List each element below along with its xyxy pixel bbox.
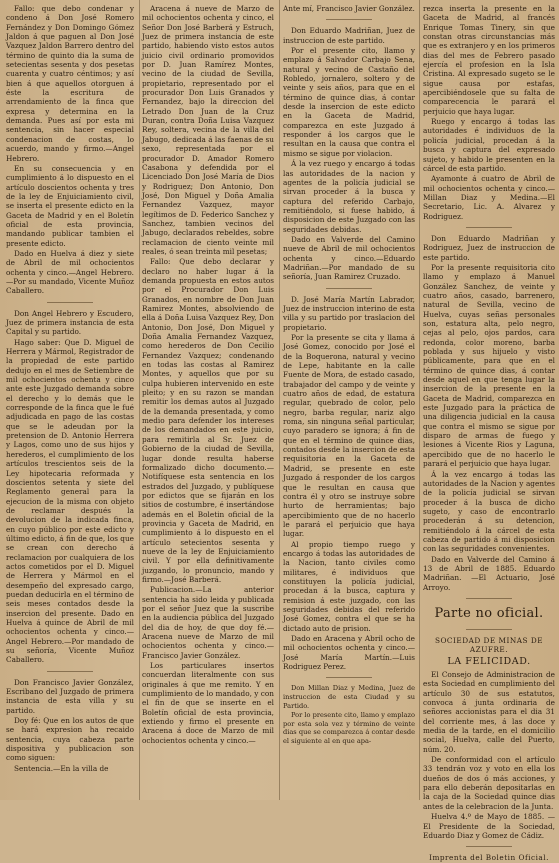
notice-text: El Consejo de Administracion de esta Sociedad en cumplimiento del artículo 30 de sus estatutos, convoca á junta ordinaria de señores accionistas para el dia 31 del corriente mes, á las doce y media de la tarde, en el domicilio social, Huelva, calle del Puerto, núm. 20.	[423, 670, 555, 754]
judge-header: Don Eduardo Madriñan y Rodriguez, Juez de instruccion de este partido.	[423, 233, 555, 262]
separator	[326, 677, 372, 678]
edict-signature: Dado en Huelva á diez y siete de Abril de mil ochocientos ochenta y cinco.—Angel Hebrero.—Por su mandado, Vicente Muñoz Caballero.	[6, 248, 134, 296]
column-rule	[419, 0, 420, 800]
column-4	[423, 0, 555, 863]
edict-text: Á la vez encargo á todas las autoridades de la Nacion y agentes de la policía judicial se sirvan proceder á la busca de dicho sugeto, y caso de encontrarlo procederán á su detencion, remitiéndolo á la cárcel de esta cabeza de partido á mi disposicion con las seguridades convenientes.	[423, 469, 555, 554]
ruling-text: Fallo: Que debo declarar y declaro no haber lugar á la demanda propuesta en estos autos por el Procurador Don Luis Granados, en nombre de Don Juan Ramirez Montes, absolviendo de ella á Doña Luisa Vazquez Rey, Don Antonio, Don José, Don Miguel y Doña Amalia Fernandez Vazquez, como herederos de Don Cecilio Fernandez Vazquez; condenando en todas las costas al Ramirez Montes, y aquellos que por su culpa hubieren intervenido en este pleito; y en su razon se mandan remitir los demas autos al Juzgado de la demanda presentada, y como medio para defender los intereses de los demandados en este juicio, para remitirla al Sr. Juez de Gobierno de la ciudad de Sevilla, lugar donde resulta haberse formalizado dicho documento.—Notifíquese esta sentencia en los estrados del Juzgado, y publíquese por edictos que se fijarán en los sitios de costumbre, é insertándose además en el Boletin oficial de la provincia y Gaceta de Madrid, en cumplimiento á lo dispuesto en el artículo setecientos sesenta y nueve de la ley de Enjuiciamiento civil. Y por ella definitivamente juzgando, lo pronuncio, mando y firmo.—José Barberá.	[142, 257, 274, 584]
edict-signature: Dado en Aracena y Abril ocho de mil ochocientos ochenta y cinco.—José María Martín.—Luis Rodriguez Perez.	[283, 634, 415, 672]
edict-text: rezca inserta la presente en la Gaceta de Madrid, al francés Enrique Tomas Tinery, sin que constan otras circunstancias más que es extranjero y en los primeros dias del mes de Febrero pasado ejercía el profesion en la Isla Cristina. Al expresado sugeto se le sigue causa por estafas, apercibiéndosele que su falta de comparecencia le parará el perjuicio que haya lugar.	[423, 4, 555, 116]
company-label: SOCIEDAD DE MINAS DE AZUFRE.	[434, 635, 544, 655]
edict-signature: Dado en Valverde del Camino á 13 de Abril de 1885. Eduardo Madriñan. —El Actuario, José Arroyo.	[423, 554, 555, 592]
separator	[326, 19, 372, 20]
edict-text: Por el presente cito, llamo y emplazo á Salvador Carbajo Sena, natural y vecino de Castaño del Robledo, jornalero, soltero y de veinte y seis años, para que en el término de quince dias, á contar desde la insercion de este edicto en la Gaceta de Madrid, comparezca en este Juzgado á responder á los cargos que le resultan en la causa que contra el mismo se sigue por violacion.	[283, 46, 415, 158]
edict-text: Sentencia.—En la villa de	[14, 763, 109, 773]
edict-signature: Dado en Valverde del Camino nueve de Abril de mil ochocientos ochenta y cinco.—Eduardo Madriñan.—Por mandado de su señoría, Juan Ramirez Cruzado.	[283, 234, 415, 282]
column-1	[6, 0, 134, 800]
notice-text: De conformidad con el artículo 33 tendrán voz y voto en ella los dueños de dos ó más acciones, y para ello deberán depositarlas en la caja de la Sociedad quince dias antes de la celebracion de la Junta.	[423, 755, 555, 811]
edict-text: En su consecuencia y en cumplimiento á lo dispuesto en el artículo doscientos ochenta y tres de la ley de Enjuiciamiento civil, se inserta el presente edicto en la Gaceta de Madrid y en el Boletín oficial de esta provincia, mandando publicar tambien el presente edicto.	[6, 163, 134, 248]
judge-header: Don Eduardo Madriñan, Juez de instruccion de este partido.	[283, 26, 415, 45]
signature: Ante mí, Francisco Javier González.	[283, 4, 415, 13]
separator	[466, 227, 512, 228]
publication-text: Publicacion.—La anterior sentencia ha sido leida y publicada por el señor Juez que la suscribe en la audiencia pública del Juzgado del dia de hoy, de que doy fé.—Aracena nueve de Marzo de mil ochocientos ochenta y cinco.—Francisco Javier González.	[142, 585, 274, 660]
edict-text: Á la vez ruego y encargo á todas las autoridades de la nacion y agentes de la policía judicial se sirvan proceder á la busca y captura del referido Carbajo, remitiéndolo, si fuese habido, á disposicion de este Juzgado con las seguridades debidas.	[283, 159, 415, 234]
judge-header: Don Millan Diaz y Medina, Juez de instruccion de esta Ciudad y su Partido.	[283, 684, 415, 710]
column-rule	[279, 0, 280, 800]
ruling-text: Fallo: que debo condenar y condeno á Don José Romero Fernández y Don Domingo Gómez Jaldon á que paguen al Don José Vazquez Jaldon Barrero dentro del término de quinto dia la suma de setecientas sesenta y dos pesetas cuarenta y cuatro céntimos; y así bien á que aquellos otorguen á éste la escritura de arrendamiento de la finca que expresa y determina en la demanda. Pues así por esta mi sentencia, sin hacer especial condenacion de costas, lo acuerdo, mando y firmo.—Angel Hebrero.	[6, 4, 134, 163]
column-2	[142, 0, 274, 800]
separator	[47, 671, 93, 672]
edict-text: Doy fé: Que en los autos de que se hará expresion ha recaido sentencia, cuya cabeza parte dispositiva y publicacion son como siguen:	[6, 716, 134, 763]
notice-signature: Huelva 4.º de Mayo de 1885. —El Presidente de la Sociedad, Eduardo Diaz y Gomez de Cádiz.	[423, 812, 555, 840]
edict-text: Por la presente se cita y llama á José Gomez, conocido por José el de la Boquerona, natural y vecino de Lepe, habitante en la calle Fuente de Mora, de estado casado, trabajador del campo y de veinte y cuatro años de edad, de estatura regular, quebrado de color, pelo negro, barba regular, nariz algo roma, sin ninguna señal particular, cuyo paradero se ignora; á fin de que en el término de quince dias, contados desde la insercion de esta requisitoria en la Gaceta de Madrid, se presente en este Juzgado á responder de los cargos que le resultan en causa que contra él y otro se instruye sobre hurto de herramientas; bajo apercibimiento que de no hacerlo le parará el perjuicio que haya lugar.	[283, 333, 415, 539]
judge-header: Don Angel Hebrero y Escudero, Juez de primera instancia de esta Capital y su partido.	[6, 308, 134, 337]
edict-text: Hago saber: Que D. Miguel de Herrera y Mármol, Registrador de la propiedad de este partido dedujo en el mes de Setiembre de mil ochocientos ochenta y cinco ante este Juzgado demanda sobre el derecho y lo demás que le corresponde de la finca que le fué adjudicada en pago de las costas que se le adeudan por la pretension de D. Antonio Herrera y Lagos, como uno de sus hijos y herederos, el cumplimiento de los artículos trescientos seis de la Ley hipotecaria reformada y doscientos setenta y siete del Reglamento general para la ejecucion de la misma con objeto de reclamar después la devolucion de la indicada finca, en cuyo público por este edicto y último edicto, á fin de que, los que se crean con derecho á reclamacion por cualquiera de los actos cometidos por el D. Miguel de Herrera y Mármol en el desempeño del expresado cargo, puedan deducirla en el término de seis meses contados desde la insercion del presente. Dado en Huelva á quince de Abril de mil ochocientos ochenta y cinco.—Angel Hebrero.—Por mandado de su señoría, Vicente Muñoz Caballero.	[6, 337, 134, 665]
edict-text: Por la presente requisitoria cito llamo y emplazo á Manuel González Sanchez, de veinte y cuatro años, casado, barrenero, natural de Sevilla, vecino de Huelva, cuyas señas personales son, estatura alta, pelo negro, cejas al pelo, ojos pardos, cara redonda, color moreno, barba poblada y sus hijuelo y visto públicamente, para que en el término de quince dias, á contar desde aquel en que tenga lugar la insercion de la presente en la Gaceta de Madrid, comparezca en este Juzgado para la práctica de una diligencia judicial en la causa que contra el mismo se sigue por disparo de armas de fuego y lesiones á Vicente Rios y Laguna, apercibido que de no hacerlo le parará el perjuicio que haya lugar.	[423, 262, 555, 469]
printer-imprint: Imprenta del Boletin Oficial.	[429, 853, 549, 863]
edict-text: Por lo presente cito, llamo y emplazo por esta sola vez y término de veinte dias que se comparezca á contar desde el siguiente al en que apa-	[283, 711, 415, 745]
section-heading: Parte no oficial.	[434, 605, 544, 621]
edict-text: Al propio tiempo ruego y encargo á todas las autoridades de la Nacion, tanto civiles como militares, é individuos que constituyen la policía judicial, procedan á la busca, captura y remision á este juzgado, con las seguridades debidas del referido José Gomez, contra el que se ha dictado auto de prision.	[283, 539, 415, 633]
sentence-text: Aracena á nueve de Marzo de mil ochocientos ochenta y cinco, el Señor Don José Barberá y Estruch, Juez de primera instancia de este partido, habiendo visto estos autos juicio civil ordinario promovidos por D. Juan Ramírez Montes, vecino de la ciudad de Sevilla, propietario, representado por el procurador Don Luis Granados y Fernandez, bajo la direccion del Letrado Don Juan de la Cruz Duran, contra Doña Luisa Vazquez Rey, soltera, vecina de la villa del Jabugo, dedicada á las faenas de su sexo, representada por el procurador D. Amador Romero Casabona y defendida por el Licenciado Don José María de Dios y Rodriguez; Don Antonio, Don José, Don Miguel y Doña Amalia Fernandez Vazquez, mayor legítimos de D. Federico Sanchez y Sanchez, tambien vecinos del Jabugo, declarados rebeldes, sobre reclamacion de ciento veinte mil reales, ó sean treinta mil pesetas;	[142, 4, 274, 256]
edict-text: Ruego y encargo á todas las autoridades é individuos de la policía judicial, procedan á la busca y captura del expresado sujeto, y habido le presenten en la cárcel de esta partido.	[423, 117, 555, 173]
separator	[466, 846, 512, 847]
separator	[47, 302, 93, 303]
clerk-header: Don Francisco Javier González, Escribano del Juzgado de primera instancia de esta villa y su partido.	[6, 677, 134, 715]
judge-header: D. José María Martín Labrador, Juez de instruccion interino de esta villa y su partido por traslacion del propietario.	[283, 294, 415, 332]
column-rule	[139, 0, 140, 800]
edict-signature: Ayamonte á cuatro de Abril de mil ochocientos ochenta y cinco.—Millan Diaz y Medina.—El Secretario, Lic. A. Alvarez y Rodriguez.	[423, 174, 555, 221]
column-3	[283, 0, 415, 800]
separator	[466, 629, 512, 630]
company-name: LA FELICIDAD.	[447, 655, 531, 667]
separator	[466, 598, 512, 599]
separator	[326, 288, 372, 289]
certification-text: Los particulares insertos concuerdan literalmente con sus originales á que me remito. Y en cumplimiento de lo mandado, y con el fin de que se inserte en el Boletín oficial de esta provincia, extiendo y firmo el presente en Aracena á doce de Marzo de mil ochocientos ochenta y cinco.—	[142, 661, 274, 745]
